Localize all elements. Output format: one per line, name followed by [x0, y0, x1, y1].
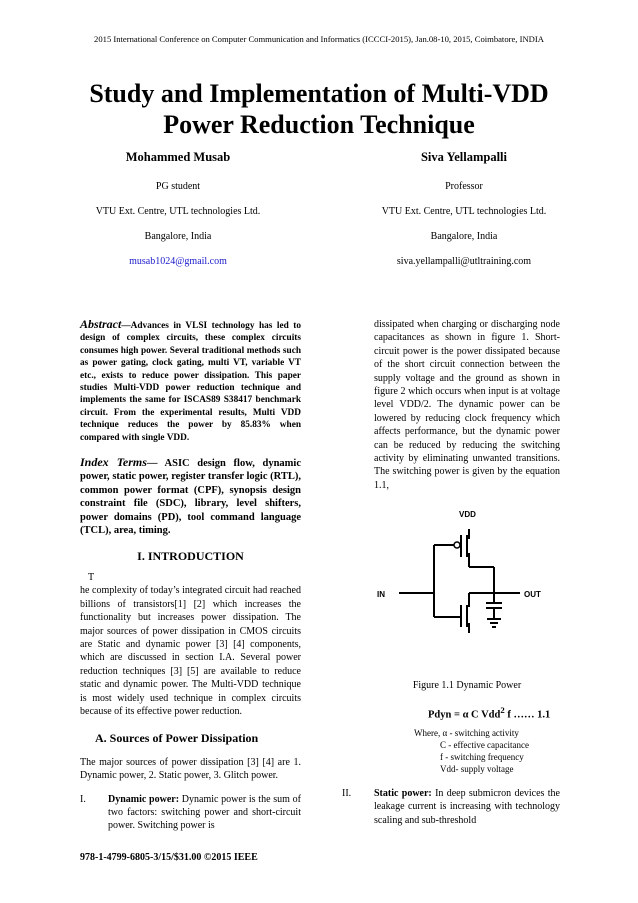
author-name: Siva Yellampalli [420, 150, 507, 164]
section-heading-introduction: I. INTRODUCTION [137, 548, 244, 563]
out-label: OUT [524, 590, 541, 599]
index-terms-text: — ASIC design flow, dynamic power, static power, register transfer logic (RTL), common power format (CPF), synopsis design constraint file (SDC), library, level shifters, power domains (PD), tool command language (TCL), area, timing. [80, 458, 301, 537]
abstract-label: Abstract [80, 317, 122, 331]
author-block-1 [48, 150, 308, 268]
title-line-1: Study and Implementation of Multi-VDD [89, 79, 549, 108]
right-column-paragraph: dissipated when charging or discharging node capacitances as shown in figure 1. Short-circuit power is the power dissipated because of the short circuit connection between the supply voltage and the ground as shown in figure 2 which occurs when input is at voltage level VDD/2. The dynamic power can be lowered by reducing clock frequency which affects performance, but the dynamic power can be reduced by reducing the switching activity by eliminating unwanted transitions. The switching power is given by the equation 1.1, [374, 319, 560, 491]
intro-paragraph: he complexity of today’s integrated circuit had reached billions of transistors[1] [2] which increases the functionality but increases power dissipation. The major sources of power dissipation in CMOS circuits are Static and dynamic power [3] [4] components, which are discussed in section I.A. Several power reduction techniques [3] [5] are available to reduce static and dynamic power. The Multi-VDD technique is most widely used technique in complex circuits because of its effective power reduction. [80, 585, 301, 717]
index-terms-label: Index Terms [80, 455, 147, 470]
power-list [80, 793, 301, 833]
copyright-footer: 978-1-4799-6805-3/15/$31.00 ©2015 IEEE [80, 852, 258, 863]
legend-line: Where, α - switching activity [414, 728, 519, 738]
cmos-inverter-figure [374, 507, 560, 637]
legend-line: C - effective capacitance [440, 740, 530, 750]
author-email: siva.yellampalli@utltraining.com [396, 256, 532, 267]
equation-rhs: f …… 1.1 [504, 709, 551, 721]
list-item-static-power [342, 787, 560, 827]
sources-paragraph: The major sources of power dissipation [3] [4] are 1. Dynamic power, 2. Static power, 3. Glitch power. [80, 756, 301, 782]
equation-legend [414, 727, 529, 775]
author-name: Mohammed Musab [125, 150, 231, 164]
author-location: Bangalore, India [430, 231, 498, 242]
author-role: Professor [445, 181, 483, 192]
left-column [80, 318, 301, 833]
item-label: Static power: [374, 788, 432, 799]
legend-line: f - switching frequency [440, 752, 524, 762]
author-affiliation: VTU Ext. Centre, UTL technologies Ltd. [95, 206, 261, 217]
author-email-link[interactable]: musab1024@gmail.com [129, 256, 227, 267]
list-number: II. [342, 788, 352, 799]
abstract [80, 318, 301, 444]
subsection-heading-sources: A. Sources of Power Dissipation [95, 731, 259, 746]
vdd-label: VDD [459, 510, 476, 519]
dropcap-letter: T [88, 571, 95, 583]
author-location: Bangalore, India [144, 231, 212, 242]
equation-superscript: 2 [500, 705, 505, 715]
item-text: In deep submicron devices the leakage current is increasing with technology scaling and sub-threshold [374, 788, 560, 826]
list-number: I. [80, 793, 86, 805]
item-text: Dynamic power is the sum of two factors: switching power and short-circuit power. Switching power is [108, 793, 301, 832]
figure-caption: Figure 1.1 Dynamic Power [412, 680, 522, 691]
author-affiliation: VTU Ext. Centre, UTL technologies Ltd. [381, 206, 547, 217]
abstract-text: —Advances in VLSI technology has led to design of complex circuits, these complex circuits consumes high power. Several traditional methods such as power gating, clock gating, multi VT, variable VT etc., exists to reduce power dissipation. This paper studies Multi-VDD power reduction technique and implements the same for ISCAS89 S38417 benchmark circuit. From the experimental results, Multi VDD technique reduces the power by 85.83% when compared with single VDD. [80, 321, 301, 443]
author-block-2 [334, 150, 594, 268]
conference-header: 2015 International Conference on Computer Communication and Informatics (ICCCI-2015), Jan.08-10, 2015, Coimbatore, INDIA [94, 34, 544, 44]
item-label: Dynamic power: [108, 793, 180, 805]
legend-line: Vdd- supply voltage [440, 764, 514, 774]
title-line-2: Power Reduction Technique [163, 110, 475, 139]
pmos-gate-bubble [454, 542, 460, 548]
equation-lhs: Pdyn = α C Vdd [428, 709, 501, 721]
equation [428, 705, 550, 721]
index-terms [80, 456, 301, 537]
list-item-dynamic-power [80, 793, 301, 833]
in-label: IN [377, 590, 385, 599]
author-role: PG student [155, 181, 201, 192]
paper-title [0, 78, 638, 140]
